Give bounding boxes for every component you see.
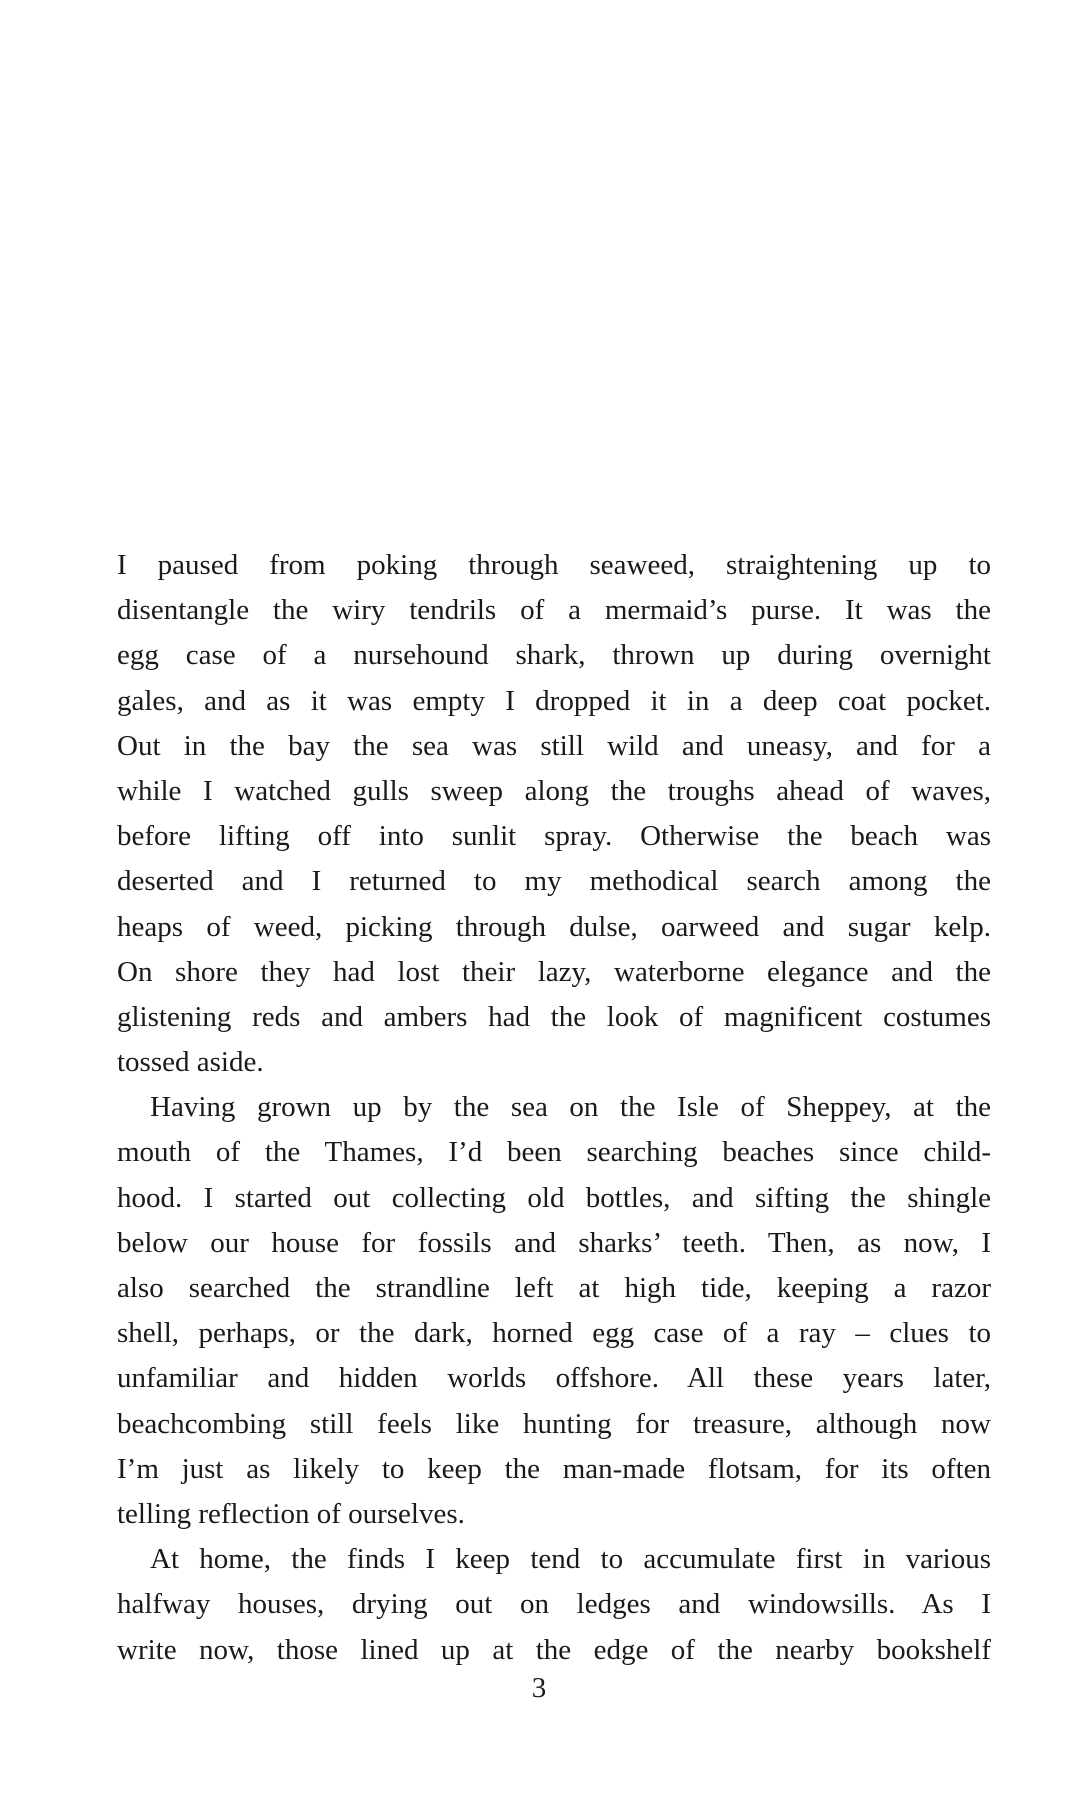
text-line: heaps of weed, picking through dulse, oarweed and sugar kelp. <box>117 910 991 943</box>
paragraph <box>117 1537 991 1673</box>
text-line: egg case of a nursehound shark, thrown up during overnight <box>117 639 991 672</box>
text-line: below our house for fossils and sharks’ teeth. Then, as now, I <box>117 1226 991 1259</box>
text-line: deserted and I returned to my methodical search among the <box>117 865 991 898</box>
text-line: On shore they had lost their lazy, waterborne elegance and the <box>117 955 991 988</box>
text-line: I’m just as likely to keep the man-made flotsam, for its often <box>117 1452 991 1485</box>
page-number: 3 <box>531 1672 547 1704</box>
text-line: I paused from poking through seaweed, straightening up to <box>117 549 991 581</box>
text-line: shell, perhaps, or the dark, horned egg case of a ray – clues to <box>117 1317 991 1350</box>
paragraph <box>117 1085 991 1537</box>
paragraph <box>117 543 991 1085</box>
text-line: unfamiliar and hidden worlds offshore. All these years later, <box>117 1362 991 1395</box>
text-line: disentangle the wiry tendrils of a mermaid’s purse. It was the <box>117 594 991 627</box>
body-text <box>117 543 991 1673</box>
text-line: hood. I started out collecting old bottles, and sifting the shingle <box>117 1181 991 1214</box>
text-line: At home, the finds I keep tend to accumulate first in various <box>150 1543 991 1576</box>
text-line: Having grown up by the sea on the Isle of Sheppey, at the <box>150 1091 991 1124</box>
text-line: gales, and as it was empty I dropped it in a deep coat pocket. <box>117 684 991 717</box>
text-line: before lifting off into sunlit spray. Otherwise the beach was <box>117 820 991 853</box>
text-line: while I watched gulls sweep along the troughs ahead of waves, <box>117 774 991 807</box>
text-line: halfway houses, drying out on ledges and windowsills. As I <box>117 1588 991 1621</box>
text-line: mouth of the Thames, I’d been searching beaches since child- <box>117 1136 991 1169</box>
text-line: also searched the strandline left at high tide, keeping a razor <box>117 1272 991 1304</box>
text-line: Out in the bay the sea was still wild and uneasy, and for a <box>117 729 991 762</box>
text-line: tossed aside. <box>117 1046 264 1079</box>
text-line: telling reflection of ourselves. <box>117 1497 465 1530</box>
text-line: write now, those lined up at the edge of the nearby bookshelf <box>117 1633 991 1666</box>
text-line: glistening reds and ambers had the look of magnificent costumes <box>117 1000 991 1033</box>
text-line: beachcombing still feels like hunting for treasure, although now <box>117 1407 991 1440</box>
